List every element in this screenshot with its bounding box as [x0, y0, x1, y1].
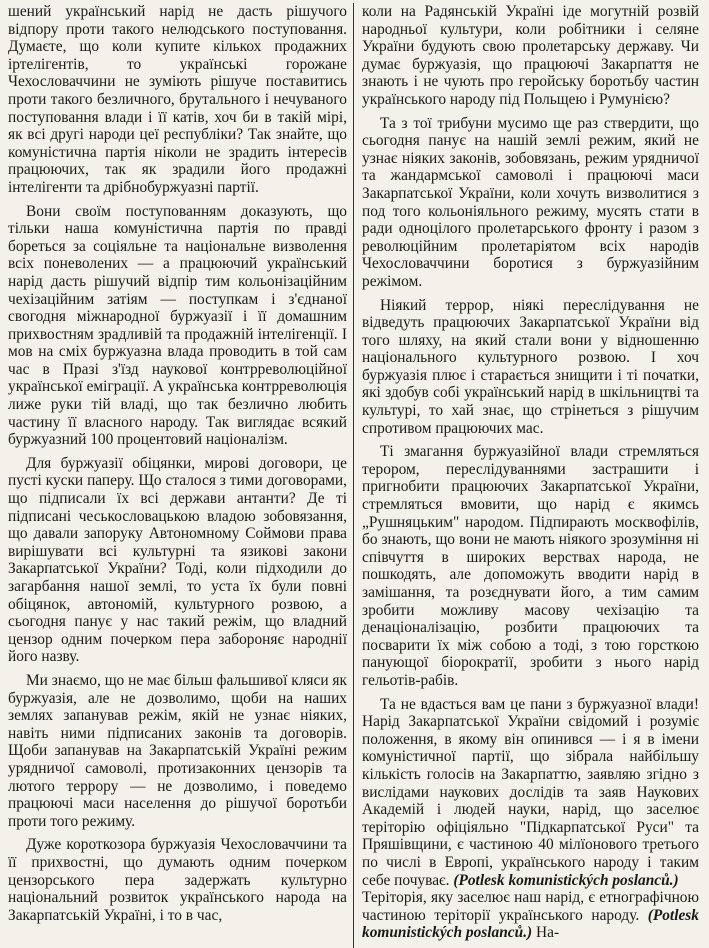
- paragraph: [362, 889, 699, 942]
- paragraph: Для буржуазії обіцянки, мирові договори, це пусті куски паперу. Що сталося з тими договорами, що підписали їх всі держави антанти? Де ті підписані чеськословацькою владою зобовязання, що давали запоруку Автономному Соймови права вирішувати всі культурні та язикові закони Закарпатської України? Тоді, коли підходили до загарбання нашої землі, то уста їх були повні обіцянок, автономій, культурного розвою, а сьогодня панує у нас такий режім, що владний цензор одним почерком пера забороняє народнії його назву.: [8, 454, 347, 666]
- paragraph: Ті змагання буржуазійної влади стремляться терором, переслідуваннями застрашити і пригнобити працюючих Закарпатської України, стремляться вмовити, що нарід є якимсь „Рушняцьким" народом. Підпирають москвофілів, бо знають, що вони не мають ніякого зрозуміння ні співчуття в широких верствах народа, не пошкодять, але допоможуть вводити нарід в замішання, та розєднувати його, а тим самим зробити можливу масову чехізацію та денаціоналізацію, розбити працюючих та посварити їх між собою а тоді, з тою горсткою панующої біорократії, зробити з нього нарід гельотів-рабів.: [362, 443, 699, 689]
- paragraph: коли на Радянській Україні іде могутній розвій народньої культури, коли робітники і селяне України будують свою пролетарську державу. Чи думає буржуазія, що працюючі Закарпаття не знають і не чують про геройську боротьбу частин українського народу під Польщею і Румунією?: [362, 3, 699, 108]
- paragraph: шений український нарід не дасть рішучого відпору проти такого нелюдського поступовання. Думаєте, що коли купите кількох продажних іртелігентів, то українські горожане Чехословаччини не зуміють рішуче поставитись проти такого безличного, брутального і нечуваного поступовання влади і її катів, хоч би в такій мірі, як всі другі народи цеї республіки? Так знайте, що комуністична партія ніколи не зрадить інтересів працюючих, так як зрадили його продажні інтелігенти та дрібнобуржуазні партії.: [8, 3, 347, 196]
- paragraph-text: Та не вдасться вам це пани з буржуазної влади! Нарід Закарпатської України свідомий і розуміє положення, в якому він опинився — і я в імени комуністичної партії, що зібрала найбільшу кількість голосів на Закарпаттю, заявляю згідно з вислідами наукових дослідів та заяв Наукових Академій і людей науки, нарід, що заселює теріторію офіціяльно "Підкарпатської Руси" та Пряшівщини, є частиною 40 мілїонового третього по числі в Европі, українського народу і таким себе почуває.: [362, 695, 699, 889]
- paragraph: Та з тої трибуни мусимо ще раз ствердити, що сьогодня панує на нашій землі режим, який не узнає ніяких законів, зобовязань, режим урядничої та жандармської самоволі і працюючі маси Закарпатської України, коли хочуть визволитися з под того кольоніяльного режиму, мусять стати в ради одноцілого пролетарського фронту і разом з революційним пролетаріятом всіх народів Чехословаччини боротися з буржуазійним режімом.: [362, 114, 699, 290]
- paragraph: [362, 696, 699, 890]
- applause-note: (Potlesk komunistických poslanců.): [362, 906, 699, 942]
- paragraph: Вони своїм поступованням доказують, що тільки наша комуністична партія по правді бореться за соціяльне та національне визволення всіх поневолених — а працюючий український нарід дасть рішучий відпір тим кольонізаційним чехізаційним затіям — поступкам і з'єднаної свогодня міжнародної буржуазії і її домашним прихвостням зрадливій та продажній інтелігенції. І мов на сміх буржуазна влада проводить в той сам час в Празі з'їзд наукової контрреволюційної української еміграції. А українська контрреволюція лиже руки тій владі, що так безлично любить частину її власного народу. Так виглядає всякий буржуазний 100 процентовий націоналізм.: [8, 202, 347, 449]
- paragraph-tail: На-: [532, 924, 560, 942]
- paragraph: Ніякий террор, ніякі переслідування не відведуть працюючих Закарпатської України від того шляху, на який стали вони у відношенню національного культурного розвою. І хоч буржуазія плює і старається знищити і ті початки, які здобув собі український нарід в шкільництві та культурі, то хай знає, що стрінеться з рішучим спротивом працюючих мас.: [362, 296, 699, 437]
- applause-note: (Potlesk komunistických poslanců.): [453, 871, 679, 889]
- right-column: [354, 3, 703, 945]
- paragraph: Дуже короткозора буржуазія Чехословаччини та її прихвостні, що думають одним почерком цензорського пера задержать культурно національний розвиток українського народа на Закарпатській Україні, і то в час,: [8, 836, 347, 924]
- paragraph: Ми знаємо, що не має більш фальшивої кляси як буржуазія, але не дозволимо, щоби на наших землях запанував режім, якій не узнає ніяких, навіть ними підписаних законів та договорів. Щоби запанував на Закарпатській Україні режим урядничої самоволі, протизаконних цензорів та лютого террору — не дозволимо, і поведемо працюючі маси населення до рішучої боротьби проти того режиму.: [8, 671, 347, 830]
- left-column: [4, 3, 353, 945]
- paragraph-text: Теріторія, яку заселює наш нарід, є етнографічною частиною теріторії українського народу.: [362, 889, 699, 924]
